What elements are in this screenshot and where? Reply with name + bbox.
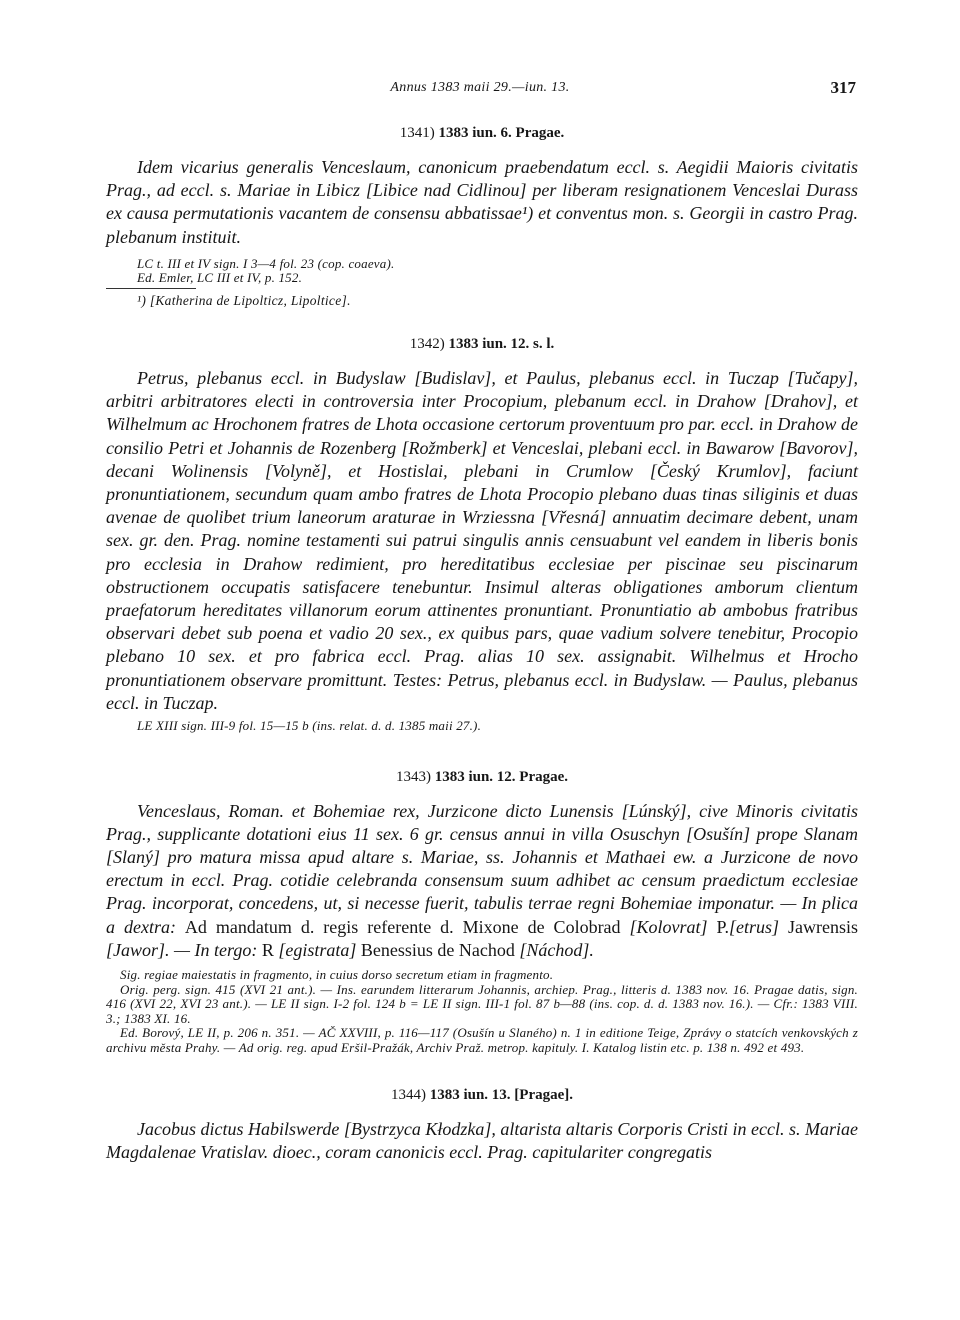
entry-1344 <box>106 1084 858 1164</box>
text-segment-roman: P. <box>716 916 730 937</box>
text-segment: [Náchod]. <box>519 939 594 960</box>
page-content <box>106 122 858 1164</box>
entry-note: LC t. III et IV sign. I 3—4 fol. 23 (cop. coaeva). <box>137 255 395 271</box>
entry-1341 <box>106 122 858 309</box>
entry-number: 1344) <box>390 1086 426 1103</box>
text-segment-roman: Benessius de Nachod <box>360 939 520 960</box>
entry-heading <box>106 1084 858 1106</box>
entry-number: 1343) <box>395 768 431 785</box>
entry-note: Sig. regiae maiestatis in fragmento, in cuius dorso secretum etiam in fragmento. <box>120 967 554 983</box>
entry-text <box>106 800 858 962</box>
running-header <box>0 80 960 104</box>
footnote-divider <box>106 288 196 289</box>
text-segment-roman: R <box>261 939 279 960</box>
entry-date: 1383 iun. 13. [Pragae]. <box>429 1086 574 1103</box>
entry-date: 1383 iun. 6. Pragae. <box>438 125 565 141</box>
entry-1343 <box>106 766 858 1056</box>
text-segment: [etrus] <box>729 916 788 937</box>
entry-date: 1383 iun. 12. s. l. <box>448 336 555 352</box>
entry-heading <box>106 333 858 355</box>
entry-1342 <box>106 333 858 734</box>
text-segment-roman: Jawrensis <box>788 916 858 937</box>
entry-note: LE XIII sign. III-9 fol. 15—15 b (ins. relat. d. d. 1385 maii 27.). <box>137 718 482 734</box>
text-segment: [Kolovrat] <box>629 916 717 937</box>
entry-text: Petrus, plebanus eccl. in Budyslaw [Budislav], et Paulus, plebanus eccl. in Tuczap [Tučapy], arbitri arbitratores electi in controversia inter Procopium, plebanum eccl. in Drahow [Drahov], et Wilhelmum ac Hrochonem fratres de Lhota occasione certorum proventuum pro par. eccl. in Drahow de consilio Petri et Johannis de Rozenberg [Rožmberk] et Venceslai, plebani eccl. in Bawarow [Bavorov], decani Wolinensis [Volyně], et Hostislai, plebani in Crumlow [Český Krumlov], faciunt pronuntiationem, secundum quam ambo fratres de Lhota Procopio plebano duas tinas siliginis et duas avenae de quolibet trium laneorum araturae in Wrziessna [Vřesná] annuatim decimare debent, unam sex. gr. den. Prag. nomine testamenti sui patrui singulis annis censuabunt vel eandem in liberis bonis pro ecclesia in Drahow redimient, pro hereditatibus ecclesiae per piscinae seu piscinarum obstructionem occupatis satisfacere tenebuntur. Insimul alteras obligationes amborum clientum praefatorum hereditates villanorum eorum attinentes pronuntiant. Pronuntiatio ab ambobus fratribus observari debet sub poena et vadio 20 sex., ex quibus pars, quae vadium solvere tenebitur, Procopio plebano 10 sex. et pro fabrica eccl. Prag. alias 10 sex. assignabit. Wilhelmus et Hrocho pronuntiationem observare promittunt. Testes: Petrus, plebanus eccl. in Budyslaw. — Paulus, plebanus eccl. in Tuczap. <box>106 368 858 713</box>
text-segment-roman: Ad mandatum d. regis referente d. Mixone de Colobrad <box>184 916 630 937</box>
entry-heading <box>106 122 858 144</box>
entry-heading <box>106 766 858 788</box>
page-number: 317 <box>830 78 856 97</box>
text-segment: [Jawor]. — In tergo: <box>106 939 262 960</box>
entry-text: Jacobus dictus Habilswerde [Bystrzyca Kłodzka], altarista altaris Corporis Cristi in eccl. s. Mariae Magdalenae Vratislav. dioec., coram canonicis eccl. Prag. capitulariter congregatis <box>106 1118 858 1162</box>
text-segment: Venceslaus, Roman. et Bohemiae rex, Jurzicone dicto Lunensis [Lúnský], cive Minoris civitatis Prag., supplicante dotationi eius 11 sex. 6 gr. census annui in villa Osuschyn [Osušín] prope Slanam [Slaný] pro matura missa apud altare s. Mariae, ss. Johannis et Mathaei ew. a Jurzicone de novo erectum in eccl. Prag. cotidie celebranda consensum suum adhibet ac censum praedictum ecclesiae Prag. incorporat, concedens, ut, si necesse fuerit, tabulis terrae regni Bohemiae imponatur. — In plica a dextra: <box>106 800 858 937</box>
entry-number: 1342) <box>409 336 445 352</box>
entry-text: Idem vicarius generalis Venceslaum, canonicum praebendatum eccl. s. Aegidii Maioris civitatis Prag., ad eccl. s. Mariae in Libicz [Libice nad Cidlinou] per liberam resignationem Venceslai Durass ex causa permutationis vacantem de consensu abbatissae¹) et conventus mon. s. Georgii in castro Prag. plebanum instituit. <box>106 157 858 247</box>
text-segment: [egistrata] <box>278 939 361 960</box>
entry-date: 1383 iun. 12. Pragae. <box>434 768 569 785</box>
entry-note: Ed. Emler, LC III et IV, p. 152. <box>137 270 303 286</box>
entry-note: Orig. perg. sign. 415 (XVI 21 ant.). — Ins. earundem litterarum Johannis, archiep. Prag., litteris d. 1383 nov. 16. Pragae datis, sign. 416 (XVI 22, XVI 23 ant.). — LE II sign. I-2 fol. 124 b = LE II sign. III-1 fol. 87 b—88 (ins. cop. d. d. 1383 nov. 16.). — Cfr.: 1383 VIII. 3.; 1383 XI. 16. <box>106 981 858 1026</box>
entry-number: 1341) <box>399 125 435 141</box>
footnote: ¹) [Katherina de Lipolticz, Lipoltice]. <box>137 293 351 308</box>
running-title: Annus 1383 maii 29.—iun. 13. <box>390 80 570 95</box>
entry-note: Ed. Borový, LE II, p. 206 n. 351. — AČ XXVIII, p. 116—117 (Osušín u Slaného) n. 1 in editione Teige, Zprávy o statcích venkovských z archivu města Prahy. — Ad orig. reg. apud Eršil-Pražák, Archiv Praž. metrop. kapituly. I. Katalog listin etc. p. 138 n. 492 et 493. <box>106 1025 858 1056</box>
